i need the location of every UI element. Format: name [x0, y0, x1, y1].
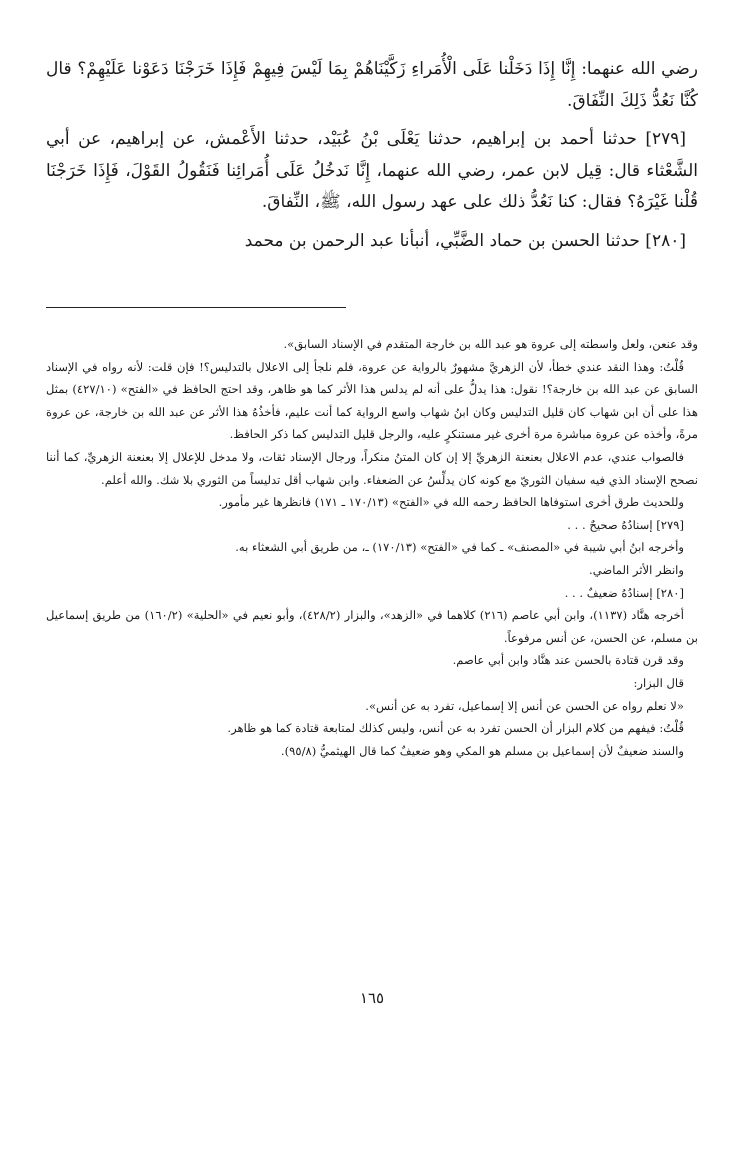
page-number: ١٦٥ — [359, 989, 385, 1007]
continuation-paragraph: رضي الله عنهما: إِنَّا إِذَا دَخَلْنا عَلَى الْأُمَراءِ زَكَّيْنَاهُمْ بِمَا لَيْسَ فِيهِمْ فَإِذَا خَرَجْنَا دَعَوْنا عَلَيْهِمْ؟ قال كُنَّا نَعُدُّ ذَلِكَ النِّفَاقَ. — [46, 59, 698, 111]
footnote-line: قال البزار: — [633, 675, 684, 690]
footnote-line: [٢٧٩] إسنادُهُ صحيحٌ . . . — [567, 517, 684, 532]
footnote-line: وقد قرن قتادة بالحسن عند هنَّاد وابن أبي عاصم. — [452, 653, 684, 668]
footnote-separator — [46, 307, 346, 308]
footnote-line: وللحديث طرق أخرى استوفاها الحافظ رحمه الله في «الفتح» (١٧٠/١٣ ـ ١٧١) فانظرها غير مأمور. — [218, 495, 684, 510]
book-page — [46, 54, 698, 1134]
footnotes — [46, 333, 698, 762]
footnote-line: قُلْتُ: فيفهم من كلام البزار أن الحسن تفرد به عن أنس، وليس كذلك لمتابعة قتادة كما هو ظاهر. — [227, 721, 684, 736]
footnote-line: [٢٨٠] إسنادُهُ ضعيفٌ . . . — [564, 585, 684, 600]
footnote-line: وأخرجه ابنُ أبي شيبة في «المصنف» ـ كما في «الفتح» (١٧٠/١٣) ـ، من طريق أبي الشعثاء به. — [235, 540, 684, 555]
main-text — [46, 54, 698, 257]
footnote-line: والسند ضعيفٌ لأن إسماعيل بن مسلم هو المكي وهو ضعيفٌ كما قال الهيثميُّ (٩٥/٨). — [280, 743, 684, 758]
hadith-279: [٢٧٩] حدثنا أحمد بن إبراهيم، حدثنا يَعْلَى بْنُ عُبَيْد، حدثنا الأَعْمش، عن إبراهيم، عن أبي الشَّعْثاء قال: قِيل لابن عمر، رضي الله عنهما، إِنَّا نَدخُلُ عَلَى أُمَرائِنا فَنَقُولُ القَوْلَ، فَإِذَا خَرَجْنَا قُلْنا غَيْرَهُ؟ فقال: كنا نَعُدُّ ذلك على عهد رسول الله، ﷺ، النِّفاقَ. — [46, 129, 698, 212]
footnote-line: أخرجه هنَّاد (١١٣٧)، وابن أبي عاصم (٢١٦) كلاهما في «الزهد»، والبزار (٤٢٨/٢)، وأبو نعيم في «الحلية» (١٦٠/٢) من طريق إسماعيل بن مسلم، عن الحسن، عن أنس مرفوعاً. — [46, 608, 698, 645]
footnote-line: وانظر الأثر الماضي. — [589, 562, 684, 577]
hadith-280: [٢٨٠] حدثنا الحسن بن حماد الضَّبِّي، أنبأنا عبد الرحمن بن محمد — [244, 230, 686, 251]
footnote-line: قُلْتُ: وهذا النقد عندي خطأ، لأن الزهريَّ مشهورٌ بالرواية عن عروة، فلم نلجأ إلى الاعلال بالتدليس؟! فإن قلت: لأنه رواه في الإسناد السابق عن عبد الله بن خارجة؟! نقول: هذا يدلُّ على أنه لم يدلس هذا الأثر كما هو ظاهر، وقد احتج الحافظ في «الفتح» (٤٢٧/١٠) بمثل هذا على أن ابن شهاب كان قليل التدليس وكان ابنُ شهاب واسع الرواية كما أنت عليم، فأخذُهُ هذا الأثر عن عبد الله بن خارجة، عن عروة مرةً، وأخذه عن عروة مباشرة مرة أخرى غير مستنكرٍ عليه، والرجل قليل التدليس كما ذكر الحافظ. — [46, 359, 698, 442]
footnote-line: وقد عنعن، ولعل واسطته إلى عروة هو عبد الله بن خارجة المتقدم في الإسناد السابق». — [283, 337, 698, 351]
footnote-separator-wrap — [46, 307, 698, 321]
footnote-line: فالصواب عندي، عدم الاعلال بعنعنة الزهريِّ إلا إن كان المتنُ منكراً، ورجال الإسناد ثقات، ولا مدخل للإعلال إلا بعنعنة الزهريِّ، كما أننا نصحح الإسناد الذي فيه سفيان الثوريّ مع كونه كان يدلِّسُ عن الضعفاء. وابن شهاب أقل تدليساً من الثوري بلا شك. والله أعلم. — [46, 449, 698, 487]
footnote-line: «لا نعلم رواه عن الحسن عن أنس إلا إسماعيل، تفرد به عن أنس». — [365, 698, 684, 713]
